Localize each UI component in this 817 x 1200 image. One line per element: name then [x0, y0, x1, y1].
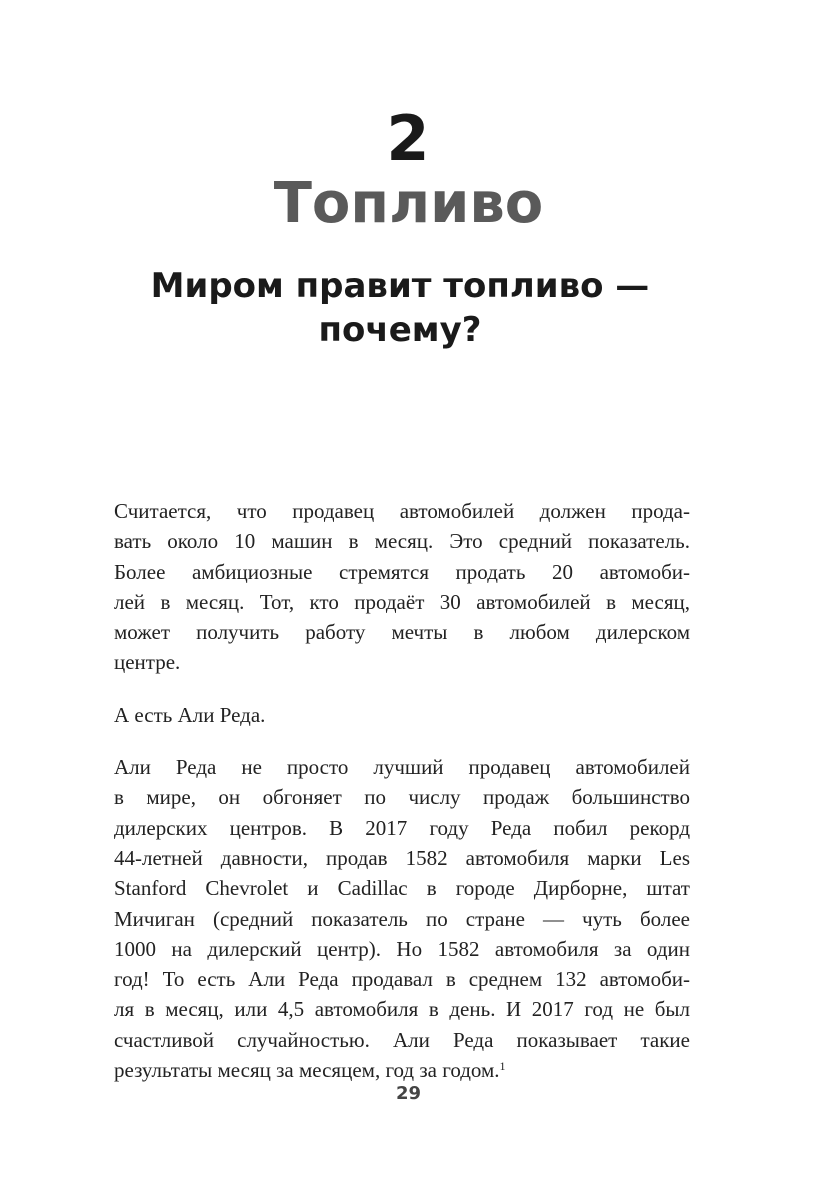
paragraph: [114, 752, 690, 1085]
text-line: 1000 на дилерский центр). Но 1582 автомобиля за один: [114, 936, 690, 961]
body-text: [114, 496, 690, 1107]
section-heading-line: почему?: [318, 310, 482, 350]
text-line: год! То есть Али Реда продавал в среднем 132 автомоби-: [114, 967, 690, 992]
page-number: 29: [395, 1083, 422, 1104]
chapter-title: Топливо: [273, 171, 544, 236]
paragraph: [114, 496, 690, 678]
chapter-number: 2: [386, 102, 431, 175]
text-line: 44-летней давности, продав 1582 автомобиля марки Les: [114, 845, 690, 870]
text-line: Али Реда не просто лучший продавец автомобилей: [114, 755, 690, 780]
text-line: вать около 10 машин в месяц. Это средний показатель.: [114, 529, 690, 554]
text-line: в мире, он обгоняет по числу продаж большинство: [114, 785, 690, 810]
text-line: лей в месяц. Тот, кто продаёт 30 автомобилей в месяц,: [114, 589, 690, 614]
text-line: центре.: [114, 650, 181, 675]
text-line-with-footnote: [114, 1055, 690, 1085]
text-line: Stanford Chevrolet и Cadillac в городе Дирборне, штат: [114, 876, 690, 901]
text-line: результаты месяц за месяцем, год за годом.: [114, 1058, 500, 1083]
paragraph: [114, 700, 690, 730]
text-line: ля в месяц, или 4,5 автомобиля в день. И 2017 год не был: [114, 997, 690, 1022]
footnote-marker[interactable]: 1: [499, 1059, 506, 1074]
text-line: может получить работу мечты в любом дилерском: [114, 620, 690, 645]
text-line: Считается, что продавец автомобилей должен прода-: [114, 499, 690, 523]
section-heading-line: Миром правит топливо —: [150, 266, 650, 306]
text-line: Более амбициозные стремятся продать 20 автомоби-: [114, 559, 690, 584]
section-heading: [100, 264, 700, 352]
text-line: дилерских центров. В 2017 году Реда побил рекорд: [114, 815, 690, 840]
text-line: Мичиган (средний показатель по стране — чуть более: [114, 906, 690, 931]
text-line: счастливой случайностью. Али Реда показывает такие: [114, 1027, 690, 1052]
text-line: А есть Али Реда.: [114, 702, 266, 727]
